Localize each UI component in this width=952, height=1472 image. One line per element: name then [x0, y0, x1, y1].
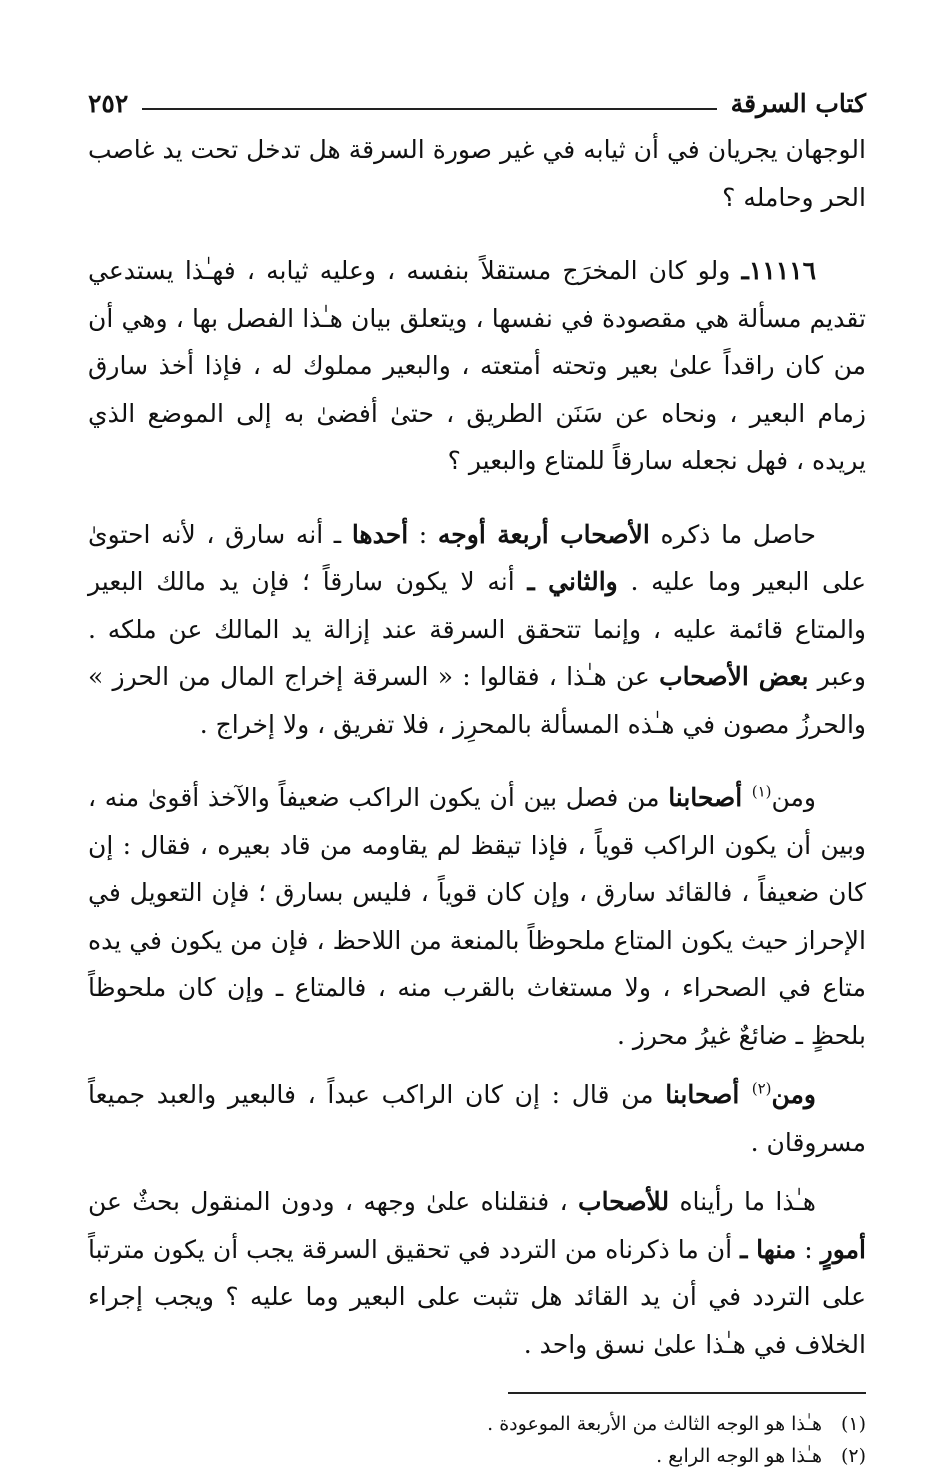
footnote-2 — [88, 1440, 866, 1472]
text-run: حاصل ما ذكره — [649, 519, 816, 549]
paragraph-4 — [88, 774, 866, 1059]
footnote-number: (٢) — [840, 1445, 866, 1467]
text-run: ، فنقلناه علىٰ وجهه ، ودون المنقول بحثٌ عن — [88, 1187, 579, 1216]
paragraph-3 — [88, 511, 866, 749]
bold-run: الأصحاب أربعة أوجه — [437, 519, 650, 549]
footnote-1 — [88, 1408, 866, 1440]
footnote-number: (١) — [840, 1413, 866, 1435]
text-run: : — [796, 1234, 821, 1264]
text-run: ومن — [771, 783, 816, 812]
text-run: : — [408, 519, 438, 549]
page-header — [88, 80, 866, 126]
bold-run: أصحابنا — [665, 1080, 752, 1109]
bold-run: أحدها — [351, 519, 409, 549]
text-run: هـٰذا ما رأيناه — [669, 1187, 816, 1216]
bold-run: أصحابنا — [668, 783, 752, 812]
footnotes — [88, 1408, 866, 1472]
running-title: كتاب السرقة — [730, 88, 866, 118]
paragraph-1-text: الوجهان يجريان في أن ثيابه في غير صورة السرقة هل تدخل تحت يد غاصب الحر وحامله ؟ — [88, 135, 866, 212]
text-run: عن هـٰذا ، فقالوا : « السرقة إخراج المال من الحرز » والحرزُ مصون في هـٰذه المسألة بالمحرِز ، فلا تفريق ، ولا إخراج . — [88, 662, 866, 739]
text-run: ـ أنه سارق ، لأنه احتوىٰ على البعير وما عليه . — [88, 519, 867, 596]
page — [88, 80, 866, 1472]
bold-run: بعض الأصحاب — [659, 662, 809, 691]
paragraph-2-text: ولو كان المخرَج مستقلاً بنفسه ، وعليه ثيابه ، فهـٰذا يستدعي تقديم مسألة هي مقصودة في نفسها ، ويتعلق بيان هـٰذا الفصل بها ، وهي أن من كان راقداً علىٰ بعير وتحته أمتعته ، والبعير مملوك له ، فإذا أخذ سارق زمام البعير ، ونحاه عن سَنَن الطريق ، حتىٰ أفضىٰ به إلى الموضع الذي يريده ، فهل نجعله سارقاً للمتاع والبعير ؟ — [88, 256, 866, 475]
text-run: من فصل بين أن يكون الراكب ضعيفاً والآخذ أقوىٰ منه ، وبين أن يكون الراكب قوياً ، فإذا تيقظ لم يقاومه من قاد بعيره ، فقال : إن كان ضعيفاً ، فالقائد سارق ، وإن كان قوياً ، فليس بسارق ؛ فإن التعويل في الإحراز حيث يكون المتاع ملحوظاً بالمنعة من اللاحظ ، فإن من يكون في يده متاع في الصحراء ، ولا مستغاث بالقرب منه ، فالمتاع ـ وإن كان ملحوظاً بلحظٍ ـ ضائعٌ غيرُ محرز . — [88, 783, 866, 1050]
footnote-rule — [508, 1392, 866, 1394]
bold-run: أمورٍ — [820, 1234, 866, 1264]
bold-run: للأصحاب — [578, 1187, 670, 1216]
bold-run: والثاني ـ — [527, 567, 618, 596]
bold-run: منها ـ — [740, 1234, 797, 1264]
footnote-text: هـٰذا هو الوجه الرابع . — [656, 1445, 822, 1467]
paragraph-2 — [88, 247, 866, 485]
footnote-ref-1[interactable]: (١) — [751, 782, 772, 801]
issue-number: ١١١١٦ـ — [741, 256, 816, 285]
paragraph-5 — [88, 1071, 866, 1166]
paragraph-6 — [88, 1178, 866, 1368]
bold-run: ومن — [771, 1080, 816, 1109]
footnote-ref-2[interactable]: (٢) — [751, 1079, 772, 1098]
text-run: أن ما ذكرناه من التردد في تحقيق السرقة يجب أن يكون مترتباً على التردد في أن يد القائد هل تثبت على البعير وما عليه ؟ ويجب إجراء الخلاف في هـٰذا علىٰ نسق واحد . — [88, 1234, 866, 1359]
text-run: من قال : إن كان الراكب عبداً ، فالبعير والعبد جميعاً مسروقان . — [88, 1080, 866, 1157]
text-run: أنه لا يكون سارقاً ؛ فإن يد مالك البعير والمتاع قائمة عليه ، وإنما تتحقق السرقة عند إزالة يد المالك عن ملكه . وعبر — [88, 567, 866, 691]
footnote-text: هـٰذا هو الوجه الثالث من الأربعة الموعودة . — [487, 1413, 822, 1435]
header-rule — [142, 108, 716, 110]
paragraph-1 — [88, 126, 866, 221]
page-number: ٢٥٢ — [88, 88, 129, 118]
